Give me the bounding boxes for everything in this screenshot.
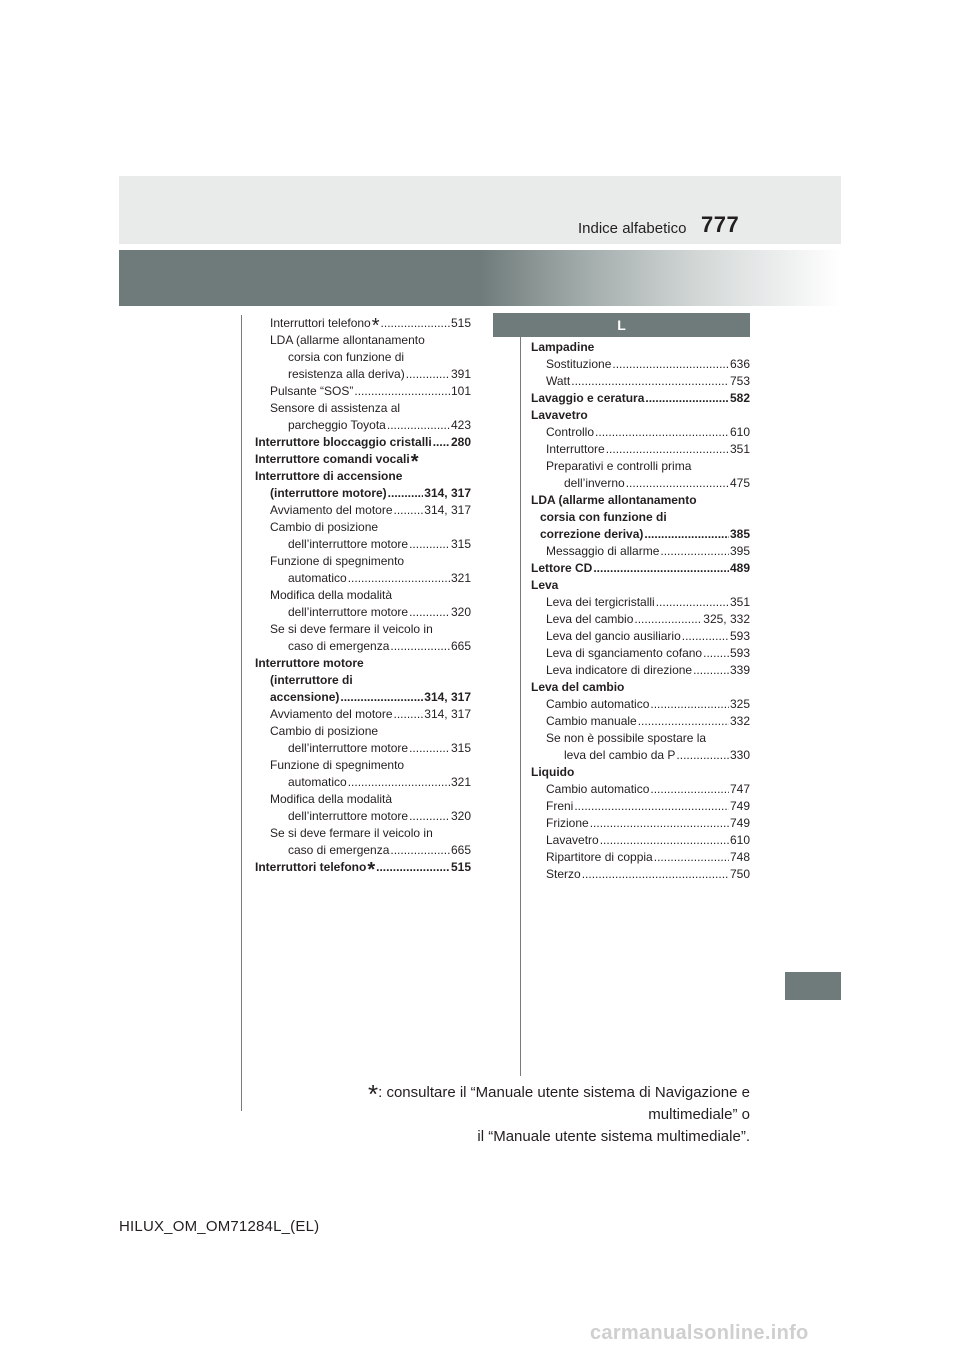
column-divider [520,315,521,1076]
page-number: 777 [701,212,740,237]
dot-leader [433,434,450,451]
index-subentry [531,730,750,747]
entry-text: parcheggio Toyota [288,418,386,432]
index-subentry [255,757,471,774]
letter-heading-tab: L [493,313,750,337]
page-ref[interactable]: 101 [450,384,471,398]
dot-leader [571,373,729,390]
entry-text: Controllo [546,425,595,439]
entry-text: Cambio di posizione [270,724,379,738]
page-ref[interactable]: 515 [450,860,471,874]
entry-text: automatico [288,775,347,789]
entry-text: Sostituzione [546,357,612,371]
page-ref[interactable]: 610 [729,833,750,847]
index-subentry [255,672,471,689]
entry-text: Leva indicatore di direzione [546,663,693,677]
entry-text: dell’interruttore motore [288,537,409,551]
page-ref[interactable]: 320 [450,809,471,823]
page-ref[interactable]: 314, 317 [424,707,471,721]
entry-text: corsia con funzione di [540,510,667,524]
index-subentry [255,791,471,808]
index-subentry [255,706,471,723]
index-column-left [255,315,471,881]
dot-leader [388,485,424,502]
page-ref[interactable]: 582 [729,391,750,405]
index-subentry [255,519,471,536]
index-entry [531,492,750,509]
index-entry [531,390,750,407]
dot-leader [650,781,729,798]
index-subentry: Interruttori telefono * ..... 515 [255,315,471,332]
entry-text: corsia con funzione di [288,350,405,364]
dot-leader [409,604,450,621]
index-subentry [531,798,750,815]
entry-text: Funzione di spegnimento [270,758,405,772]
index-subentry [255,383,471,400]
page-ref[interactable]: 749 [729,816,750,830]
page-ref[interactable]: 332 [729,714,750,728]
entry-text: Leva dei tergicristalli [546,595,655,609]
entry-text: dell’inverno [564,476,625,490]
dot-leader [406,366,450,383]
dot-leader [348,774,450,791]
dot-leader [409,536,450,553]
entry-text: LDA (allarme allontanamento [531,493,697,507]
page-ref[interactable]: 351 [729,442,750,456]
entry-text: LDA (allarme allontanamento [270,333,425,347]
index-subentry [255,400,471,417]
index-subentry [531,696,750,713]
footnote-line-1 [300,1079,750,1126]
footnote-asterisk: * [368,1079,379,1109]
index-subentry [531,849,750,866]
index-subentry [531,832,750,849]
entry-text: Leva [531,578,559,592]
page-ref[interactable]: 385 [729,527,750,541]
index-subentry [531,747,750,764]
page-ref[interactable]: 321 [450,571,471,585]
dot-leader [354,383,450,400]
index-subentry [531,543,750,560]
index-entry [531,764,750,781]
entry-text: Funzione di spegnimento [270,554,405,568]
entry-text: Avviamento del motore [270,503,393,517]
dot-leader [394,706,424,723]
entry-text: Se non è possibile spostare la [546,731,707,745]
entry-text: Se si deve fermare il veicolo in [270,826,433,840]
entry-text: Modifica della modalità [270,588,393,602]
page-ref[interactable]: 315 [450,741,471,755]
dot-leader [612,356,729,373]
dot-leader [376,859,450,876]
index-subentry [531,866,750,883]
entry-text: Lavavetro [546,833,599,847]
dot-leader [644,526,729,543]
dot-leader [394,502,424,519]
index-subentry [255,842,471,859]
page-ref[interactable]: 747 [729,782,750,796]
dot-leader [676,747,729,764]
page-ref[interactable]: 489 [729,561,750,575]
entry-text: Cambio manuale [546,714,637,728]
footnote-text-1: : consultare il “Manuale utente sistema di Navigazione e multimediale” o [378,1084,750,1123]
page-ref[interactable]: 748 [729,850,750,864]
dot-leader [645,390,729,407]
entry-text: Watt [546,374,571,388]
page-ref[interactable]: 665 [450,843,471,857]
index-entry [531,577,750,594]
dot-leader [682,628,729,645]
page-ref[interactable]: 395 [729,544,750,558]
dot-leader [650,696,729,713]
index-subentry [531,611,750,628]
index-subentry [255,774,471,791]
page-ref[interactable]: 753 [729,374,750,388]
index-subentry [531,628,750,645]
page-ref[interactable]: 515 [450,316,471,330]
chapter-side-tab[interactable] [785,972,841,1000]
dot-leader [600,832,729,849]
index-subentry [255,621,471,638]
index-entry [531,407,750,424]
index-subentry [255,570,471,587]
index-entry [531,679,750,696]
index-subentry [255,553,471,570]
entry-text: Lavavetro [531,408,588,422]
page-ref[interactable]: 593 [729,629,750,643]
entry-text: Messaggio di allarme [546,544,660,558]
entry-text: (interruttore di [270,673,353,687]
index-column-right [531,339,750,883]
dot-leader [626,475,729,492]
index-entry: Interruttori telefono * ..... 515 [255,859,471,876]
page-ref[interactable]: 315 [450,537,471,551]
entry-text: Pulsante “SOS” [270,384,354,398]
page-ref[interactable]: 314, 317 [424,486,471,500]
index-subentry [255,604,471,621]
index-subentry [255,689,471,706]
entry-text: caso di emergenza [288,639,390,653]
entry-text: Interruttori telefono [270,316,371,330]
dot-leader [387,417,450,434]
page-ref[interactable]: 325, 332 [703,612,750,626]
index-entry [255,434,471,451]
entry-text: Lavaggio e ceratura [531,391,645,405]
dot-leader [634,611,702,628]
entry-text: correzione deriva) [540,527,644,541]
index-subentry [255,587,471,604]
index-subentry [531,594,750,611]
entry-text: dell’interruttore motore [288,741,409,755]
page-ref[interactable]: 636 [729,357,750,371]
dot-leader [660,543,729,560]
index-subentry [255,349,471,366]
index-subentry [531,373,750,390]
dot-leader [590,815,729,832]
dot-leader [409,808,450,825]
index-entry [531,560,750,577]
index-subentry [531,458,750,475]
entry-text: Leva del cambio [531,680,625,694]
page-ref[interactable]: 749 [729,799,750,813]
dot-leader [582,866,729,883]
index-entry [255,468,471,485]
index-subentry [255,638,471,655]
index-subentry [255,366,471,383]
index-subentry [255,740,471,757]
dot-leader [656,594,729,611]
entry-text: Freni [546,799,574,813]
index-subentry [531,441,750,458]
dot-leader [595,424,729,441]
entry-text: leva del cambio da P [564,748,676,762]
entry-text: dell’interruttore motore [288,605,409,619]
index-subentry [531,662,750,679]
entry-text: Lampadine [531,340,595,354]
page-ref[interactable]: 320 [450,605,471,619]
index-subentry [255,417,471,434]
index-subentry [531,356,750,373]
page-ref[interactable]: 321 [450,775,471,789]
index-entry: Interruttore comandi vocali * [255,451,419,473]
entry-text: Modifica della modalità [270,792,393,806]
footnote [300,1079,750,1148]
page-ref[interactable]: 314, 317 [424,503,471,517]
index-subentry [255,808,471,825]
entry-text: caso di emergenza [288,843,390,857]
entry-text: (interruttore motore) [270,486,387,500]
page-ref[interactable]: 610 [729,425,750,439]
gradient-header-bar [119,250,841,306]
entry-text: Interruttore [546,442,605,456]
page-ref[interactable]: 391 [450,367,471,381]
index-subentry [255,485,471,502]
entry-text: Frizione [546,816,589,830]
entry-text: Cambio automatico [546,697,650,711]
dot-leader [693,662,729,679]
dot-leader [381,315,450,332]
index-entry [255,655,471,672]
entry-text: Cambio di posizione [270,520,379,534]
entry-text: Preparativi e controlli prima [546,459,692,473]
page-ref[interactable]: 280 [450,435,471,449]
page-ref[interactable]: 339 [729,663,750,677]
dot-leader [348,570,450,587]
page-ref[interactable]: 750 [729,867,750,881]
entry-text: Interruttore motore [255,656,364,670]
entry-text: Interruttore bloccaggio cristalli [255,435,432,449]
dot-leader [574,798,729,815]
page-ref[interactable]: 593 [729,646,750,660]
entry-text: Ripartitore di coppia [546,850,653,864]
index-subentry [531,713,750,730]
index-subentry [255,502,471,519]
entry-text: Sensore di assistenza al [270,401,401,415]
watermark: carmanualsonline.info [590,1322,809,1344]
entry-text: dell’interruttore motore [288,809,409,823]
index-subentry [531,509,750,526]
entry-text: Liquido [531,765,575,779]
entry-text: Leva di sganciamento cofano [546,646,703,660]
page-ref[interactable]: 325 [729,697,750,711]
entry-text: Lettore CD [531,561,593,575]
entry-text: accensione) [270,690,340,704]
page-ref[interactable]: 665 [450,639,471,653]
index-subentry [255,723,471,740]
dot-leader [703,645,729,662]
page-ref[interactable]: 475 [729,476,750,490]
dot-leader [638,713,729,730]
entry-text: Leva del cambio [546,612,634,626]
entry-text: Cambio automatico [546,782,650,796]
dot-leader [390,842,450,859]
dot-leader [390,638,450,655]
dot-leader [340,689,423,706]
footnote-line-2: il “Manuale utente sistema multimediale”. [477,1128,750,1145]
index-subentry [531,645,750,662]
entry-text: resistenza alla deriva) [288,367,405,381]
index-entry [531,339,750,356]
entry-text: automatico [288,571,347,585]
index-subentry [531,424,750,441]
page-ref[interactable]: 351 [729,595,750,609]
entry-text: Interruttore comandi vocali [255,452,410,466]
index-subentry [255,332,471,349]
dot-leader [409,740,450,757]
index-subentry [255,536,471,553]
entry-text: Avviamento del motore [270,707,393,721]
entry-text: Se si deve fermare il veicolo in [270,622,433,636]
dot-leader [606,441,729,458]
entry-text: Sterzo [546,867,581,881]
dot-leader [593,560,729,577]
section-title: Indice alfabetico [578,220,687,237]
page-ref[interactable]: 423 [450,418,471,432]
index-subentry [531,781,750,798]
dot-leader [654,849,729,866]
page-ref[interactable]: 314, 317 [424,690,471,704]
page-ref[interactable]: 330 [729,748,750,762]
document-code: HILUX_OM_OM71284L_(EL) [119,1218,320,1235]
index-subentry [531,526,750,543]
index-subentry [531,815,750,832]
index-subentry [255,825,471,842]
left-margin-rule [241,315,242,1111]
index-subentry [531,475,750,492]
entry-text: Leva del gancio ausiliario [546,629,681,643]
entry-text: Interruttore di accensione [255,469,403,483]
entry-text: Interruttori telefono [255,860,367,874]
